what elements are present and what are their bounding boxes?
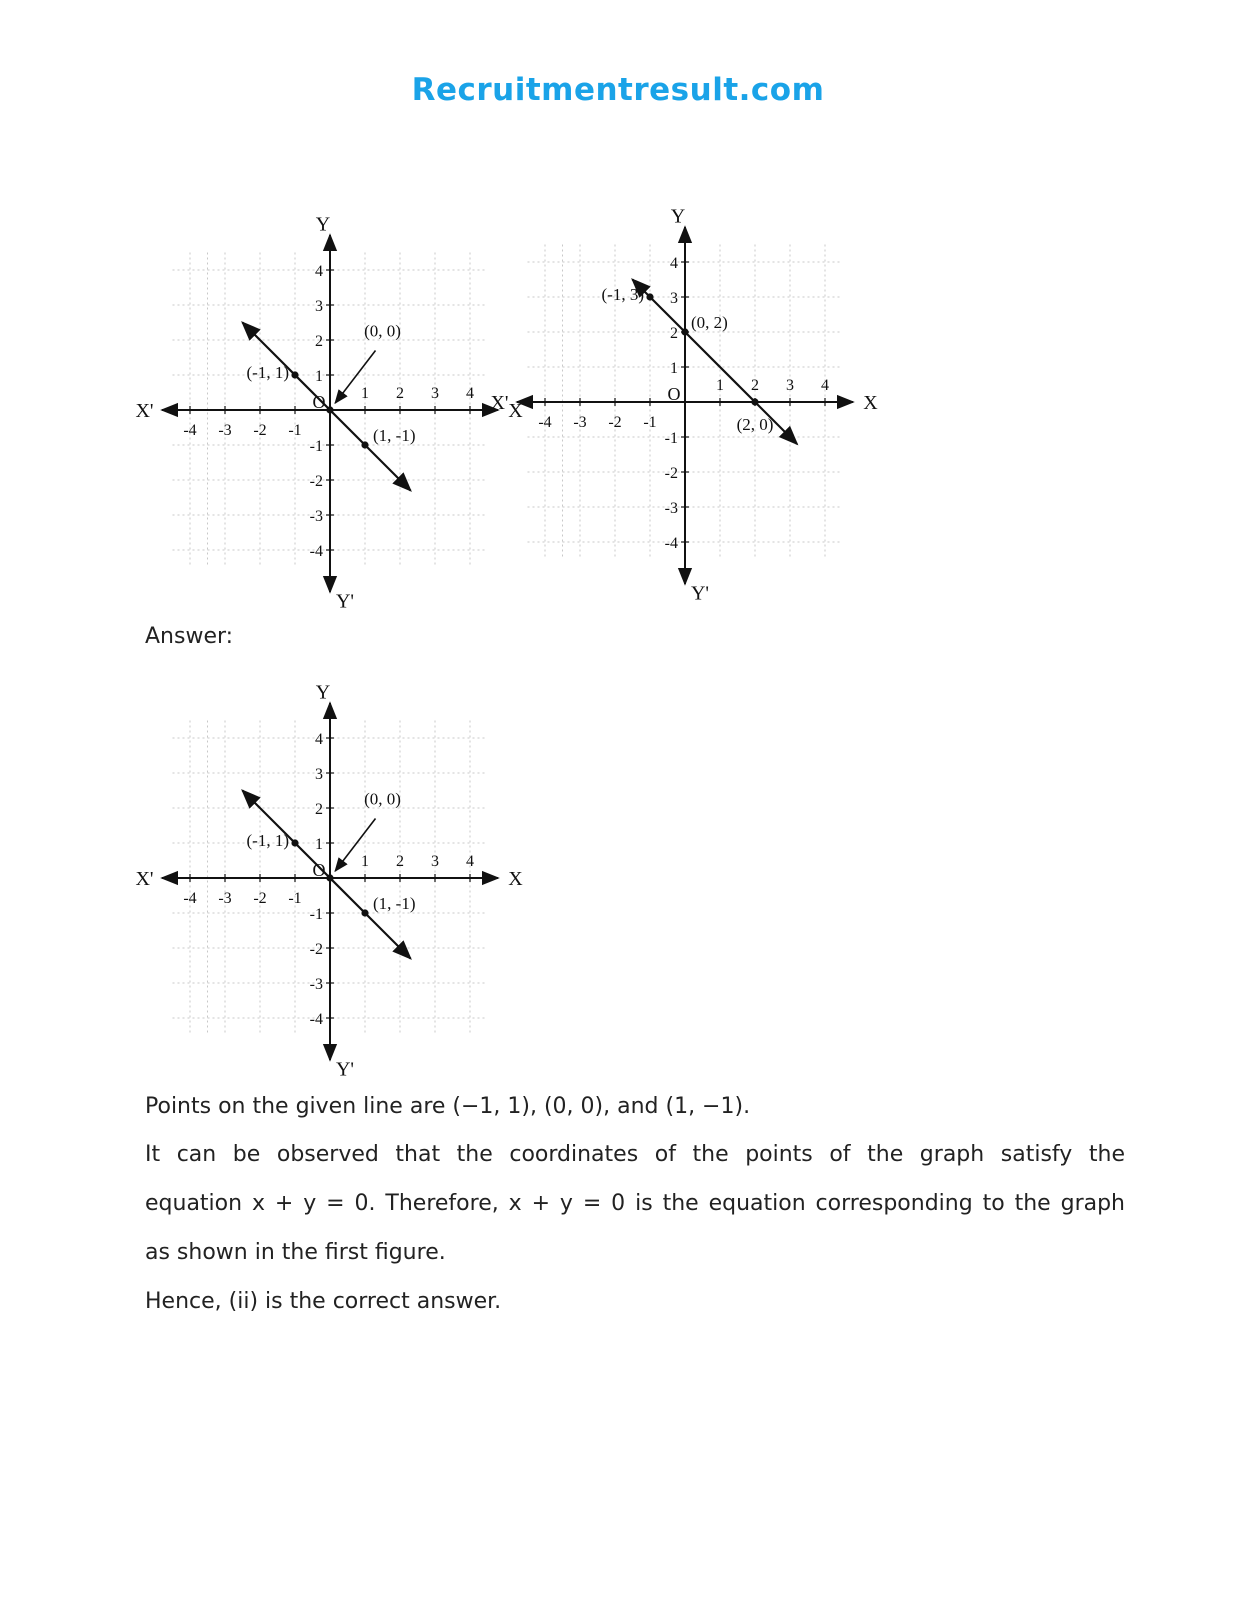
x-tick-label: -4 bbox=[538, 414, 552, 431]
data-point bbox=[646, 293, 653, 300]
y-tick-label: -2 bbox=[309, 473, 323, 490]
x-tick-label: 2 bbox=[751, 377, 759, 394]
data-point bbox=[326, 874, 333, 881]
y-axis-label: Y bbox=[670, 205, 686, 228]
x-tick-label: -2 bbox=[253, 890, 267, 907]
y-tick-label: -3 bbox=[309, 976, 323, 993]
x-tick-label: 2 bbox=[396, 385, 404, 402]
point-label: (2, 0) bbox=[736, 415, 774, 434]
y-tick-label: 4 bbox=[315, 731, 323, 748]
x-tick-label: 4 bbox=[466, 385, 474, 402]
graph-1-svg bbox=[135, 200, 523, 613]
origin-label: O bbox=[312, 392, 326, 412]
x-tick-label: -4 bbox=[183, 422, 197, 439]
y-tick-label: 1 bbox=[670, 360, 678, 377]
y-tick-label: -2 bbox=[309, 941, 323, 958]
y-tick-label: -3 bbox=[664, 500, 678, 517]
x-tick-label: -2 bbox=[608, 414, 622, 431]
point-label: (-1, 1) bbox=[246, 363, 289, 382]
y-tick-label: 2 bbox=[670, 325, 678, 342]
y-tick-label: -4 bbox=[309, 1011, 323, 1028]
y-tick-label: 2 bbox=[315, 801, 323, 818]
solution-line-2: It can be observed that the coordinates of the points of the graph satisfy the bbox=[145, 1142, 1125, 1167]
y-neg-axis-label: Y' bbox=[335, 590, 355, 613]
data-point bbox=[291, 371, 298, 378]
point-label: (1, -1) bbox=[373, 426, 416, 445]
solution-line-4: as shown in the first figure. bbox=[145, 1240, 446, 1265]
x-tick-label: 3 bbox=[786, 377, 794, 394]
data-point bbox=[326, 406, 333, 413]
point-label: (0, 0) bbox=[364, 321, 401, 341]
y-tick-label: -4 bbox=[309, 543, 323, 560]
x-neg-axis-label: X' bbox=[135, 868, 154, 890]
x-tick-label: 1 bbox=[361, 385, 369, 402]
x-tick-label: 3 bbox=[431, 853, 439, 870]
data-point bbox=[291, 839, 298, 846]
y-neg-axis-label: Y' bbox=[690, 582, 710, 605]
x-tick-label: -3 bbox=[573, 414, 587, 431]
solution-line-3: equation x + y = 0. Therefore, x + y = 0 is the equation corresponding to the graph bbox=[145, 1191, 1125, 1216]
origin-label: O bbox=[667, 384, 681, 404]
x-tick-label: 4 bbox=[466, 853, 474, 870]
y-axis-label: Y bbox=[315, 681, 331, 704]
solution-line-1: Points on the given line are (−1, 1), (0, 0), and (1, −1). bbox=[145, 1094, 751, 1119]
x-tick-label: 2 bbox=[396, 853, 404, 870]
graph-answer-figure bbox=[135, 668, 523, 1081]
y-tick-label: 3 bbox=[315, 298, 323, 315]
answer-label: Answer: bbox=[145, 624, 234, 649]
x-tick-label: -1 bbox=[288, 890, 302, 907]
point-label: (0, 0) bbox=[364, 789, 401, 809]
graph-line bbox=[243, 791, 411, 959]
point-label: (1, -1) bbox=[373, 894, 416, 913]
x-neg-axis-label: X' bbox=[135, 400, 154, 422]
y-tick-label: -2 bbox=[664, 465, 678, 482]
point-label: (0, 2) bbox=[691, 313, 728, 332]
x-tick-label: 1 bbox=[361, 853, 369, 870]
data-point bbox=[361, 441, 368, 448]
pointer-arrow bbox=[335, 819, 375, 872]
y-tick-label: -1 bbox=[309, 438, 323, 455]
data-point bbox=[361, 909, 368, 916]
y-tick-label: -1 bbox=[309, 906, 323, 923]
x-neg-axis-label: X' bbox=[490, 392, 509, 414]
x-tick-label: -1 bbox=[288, 422, 302, 439]
x-axis-label: X bbox=[508, 868, 523, 890]
graph-line bbox=[243, 323, 411, 491]
y-neg-axis-label: Y' bbox=[335, 1058, 355, 1081]
data-point bbox=[681, 328, 688, 335]
site-header[interactable]: Recruitmentresult.com bbox=[411, 72, 825, 108]
graph-1-figure bbox=[135, 200, 523, 613]
y-tick-label: 2 bbox=[315, 333, 323, 350]
point-label: (-1, 3) bbox=[601, 285, 644, 304]
y-tick-label: 3 bbox=[315, 766, 323, 783]
graph-2-svg bbox=[490, 192, 878, 605]
data-point bbox=[751, 398, 758, 405]
origin-label: O bbox=[312, 860, 326, 880]
x-tick-label: 3 bbox=[431, 385, 439, 402]
y-tick-label: 4 bbox=[670, 255, 678, 272]
y-tick-label: -4 bbox=[664, 535, 678, 552]
x-tick-label: 1 bbox=[716, 377, 724, 394]
graph-2-figure bbox=[490, 192, 878, 605]
x-tick-label: -1 bbox=[643, 414, 657, 431]
y-tick-label: 1 bbox=[315, 368, 323, 385]
x-axis-label: X bbox=[508, 400, 523, 422]
x-tick-label: -2 bbox=[253, 422, 267, 439]
y-tick-label: 4 bbox=[315, 263, 323, 280]
y-axis-label: Y bbox=[315, 213, 331, 236]
x-tick-label: 4 bbox=[821, 377, 829, 394]
x-axis-label: X bbox=[863, 392, 878, 414]
pointer-arrow bbox=[335, 351, 375, 404]
point-label: (-1, 1) bbox=[246, 831, 289, 850]
x-tick-label: -3 bbox=[218, 422, 232, 439]
y-tick-label: -1 bbox=[664, 430, 678, 447]
solution-line-5: Hence, (ii) is the correct answer. bbox=[145, 1289, 502, 1314]
x-tick-label: -4 bbox=[183, 890, 197, 907]
graph-answer-svg bbox=[135, 668, 523, 1081]
x-tick-label: -3 bbox=[218, 890, 232, 907]
y-tick-label: -3 bbox=[309, 508, 323, 525]
y-tick-label: 1 bbox=[315, 836, 323, 853]
y-tick-label: 3 bbox=[670, 290, 678, 307]
